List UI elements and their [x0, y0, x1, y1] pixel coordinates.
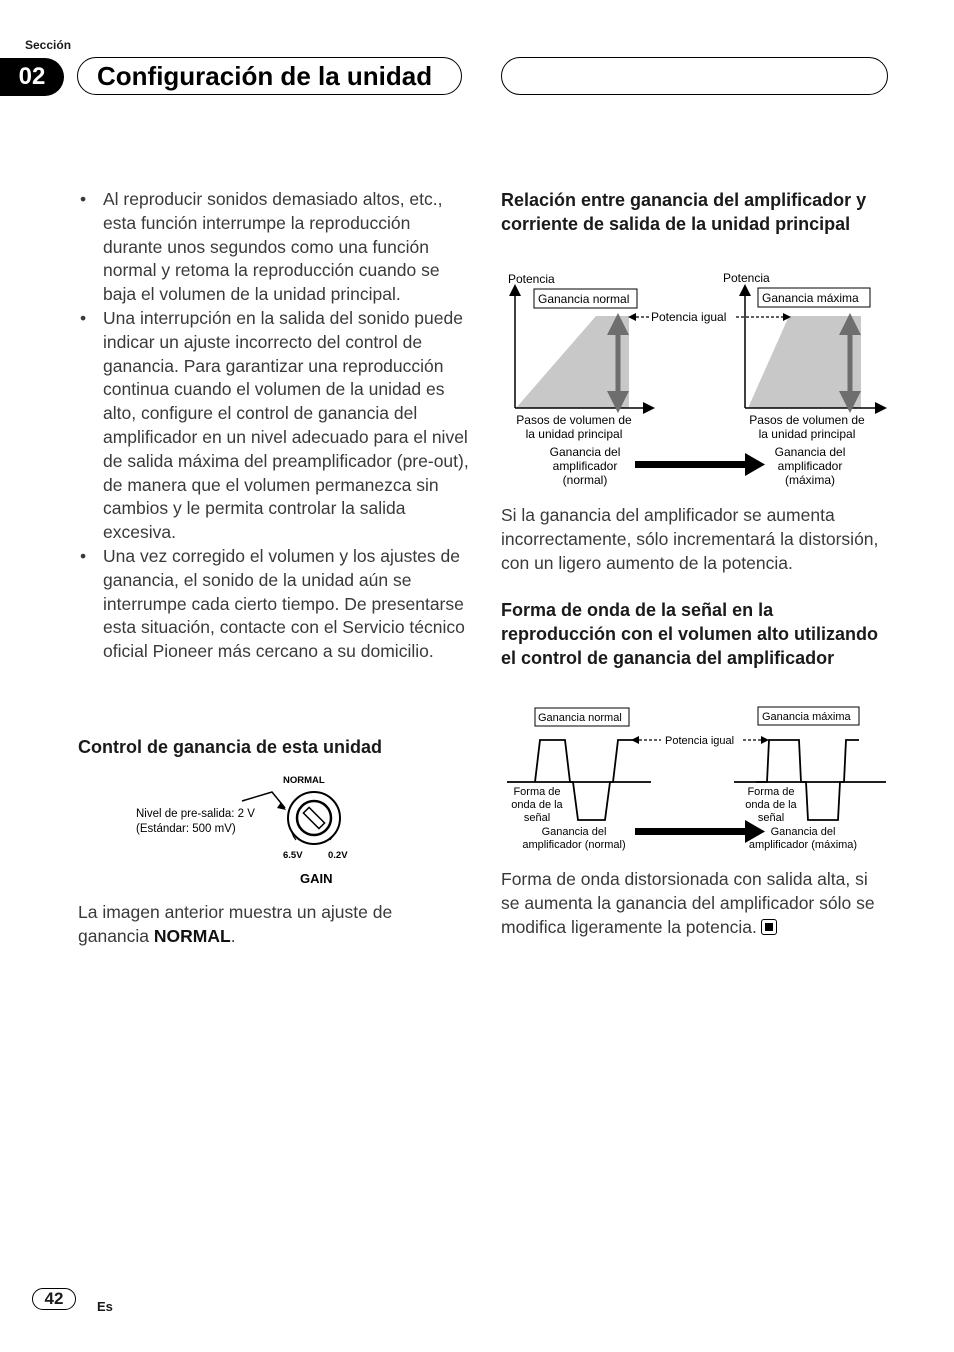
left-column — [78, 188, 470, 664]
amp-normal-label-1: Ganancia del — [549, 445, 621, 459]
gain-relation-figure — [501, 268, 891, 493]
transition-arrow-body — [635, 461, 747, 468]
distortion-paragraph: Si la ganancia del amplificador se aumenta incorrectamente, sólo incrementará la distorsión, con un ligero aumento de la potencia. — [501, 505, 879, 573]
amp-max-label-3: (máxima) — [785, 473, 835, 487]
page-number: 42 — [32, 1288, 76, 1310]
wave-left-label-3: señal — [523, 812, 551, 824]
wave-equal-arrow-left — [631, 736, 639, 744]
wave-amp-normal-2: amplificador (normal) — [522, 839, 626, 851]
gain-caption-text: La imagen anterior muestra un ajuste de ganancia — [78, 902, 393, 946]
normal-mark: NORMAL — [283, 775, 325, 786]
gain-caption — [78, 901, 458, 949]
right-x-label-2: la unidad principal — [758, 427, 856, 441]
pre-out-label-1: Nivel de pre-salida: 2 V — [136, 808, 255, 820]
equal-power-arrow-left — [628, 313, 636, 321]
bullet-item-3: • Una vez corregido el volumen y los ajustes de ganancia, el sonido de la unidad aún se interrumpe cada cierto tiempo. De presentarse esta situación, contacte con el Servicio técnico oficial Pioneer más cercano a su domicilio. — [78, 545, 470, 664]
gain-caption-end: . — [230, 925, 236, 946]
wave-equal-power-label: Potencia igual — [665, 735, 735, 747]
max-mark: 0.2V — [328, 850, 348, 861]
bullet-item-2: • Una interrupción en la salida del sonido puede indicar un ajuste incorrecto del control de ganancia. Para garantizar una reproducción continua cuando el volumen de la unidad es alto, configure el control de ganancia del amplificador en un nivel adecuado para el nivel de salida máxima del preamplificador (pre-out), de manera que el volumen permanezca sin cambios y le permita controlar la salida excesiva. — [78, 307, 470, 545]
right-y-axis-label: Potencia — [723, 271, 770, 285]
amp-normal-label-3: (normal) — [562, 473, 608, 487]
header-empty-frame — [501, 57, 888, 95]
waveform-figure — [501, 702, 891, 857]
wave-right-label-2: onda de la — [745, 799, 797, 811]
wave-amp-max-1: Ganancia del — [770, 826, 836, 838]
waveform-heading: Forma de onda de la señal en la reproducción con el volumen alto utilizando el control de ganancia del amplificador — [501, 600, 879, 668]
left-y-axis-label: Potencia — [508, 272, 555, 286]
gain-heading: Control de ganancia de esta unidad — [78, 737, 383, 757]
wave-amp-max-2: amplificador (máxima) — [748, 839, 858, 851]
left-x-label-1: Pasos de volumen de — [516, 413, 632, 427]
wave-gain-normal-label: Ganancia normal — [538, 712, 622, 724]
bullet-list — [78, 188, 470, 664]
left-x-label-2: la unidad principal — [525, 427, 623, 441]
pointer-arrowhead — [277, 802, 286, 810]
relation-heading: Relación entre ganancia del amplificador y corriente de salida de la unidad principal — [501, 190, 867, 234]
page-title: Configuración de la unidad — [97, 61, 433, 91]
amp-max-label-2: amplificador — [777, 459, 843, 473]
gain-caption-bold: NORMAL — [153, 925, 231, 946]
wave-right-label-3: señal — [757, 812, 785, 824]
gain-normal-label: Ganancia normal — [538, 292, 630, 306]
wave-amp-normal-1: Ganancia del — [541, 826, 607, 838]
gain-max-label: Ganancia máxima — [762, 291, 859, 305]
amp-max-label-1: Ganancia del — [774, 445, 846, 459]
section-label: Sección — [25, 38, 72, 52]
section-number-badge: 02 — [0, 58, 64, 96]
waveform-paragraph — [501, 868, 891, 939]
wave-equal-arrow-right — [761, 736, 769, 744]
right-x-label-1: Pasos de volumen de — [749, 413, 865, 427]
gain-knob-figure — [130, 770, 370, 890]
gain-label: GAIN — [300, 871, 333, 886]
pre-out-label-2: (Estándar: 500 mV) — [136, 823, 236, 835]
wave-gain-max-label: Ganancia máxima — [762, 711, 851, 723]
waveform-paragraph-text: Forma de onda distorsionada con salida alta, si se aumenta la ganancia del amplificador sólo se modifica ligeramente la potencia. — [501, 869, 875, 937]
wave-right-label-1: Forma de — [747, 786, 795, 798]
end-of-section-icon — [761, 919, 777, 935]
bullet-item-1: • Al reproducir sonidos demasiado altos, etc., esta función interrumpe la reproducción durante unos segundos como una función normal y retoma la reproducción cuando se baja el volumen de la unidad principal. — [78, 188, 470, 307]
wave-transition-arrow-body — [635, 828, 747, 835]
wave-left-label-2: onda de la — [511, 799, 563, 811]
language-code: Es — [97, 1299, 113, 1314]
amp-normal-label-2: amplificador — [552, 459, 618, 473]
equal-power-label: Potencia igual — [651, 310, 727, 324]
min-mark: 6.5V — [283, 850, 303, 861]
transition-arrow-head — [745, 453, 765, 476]
pointer-line — [242, 792, 285, 808]
wave-left-label-1: Forma de — [513, 786, 561, 798]
